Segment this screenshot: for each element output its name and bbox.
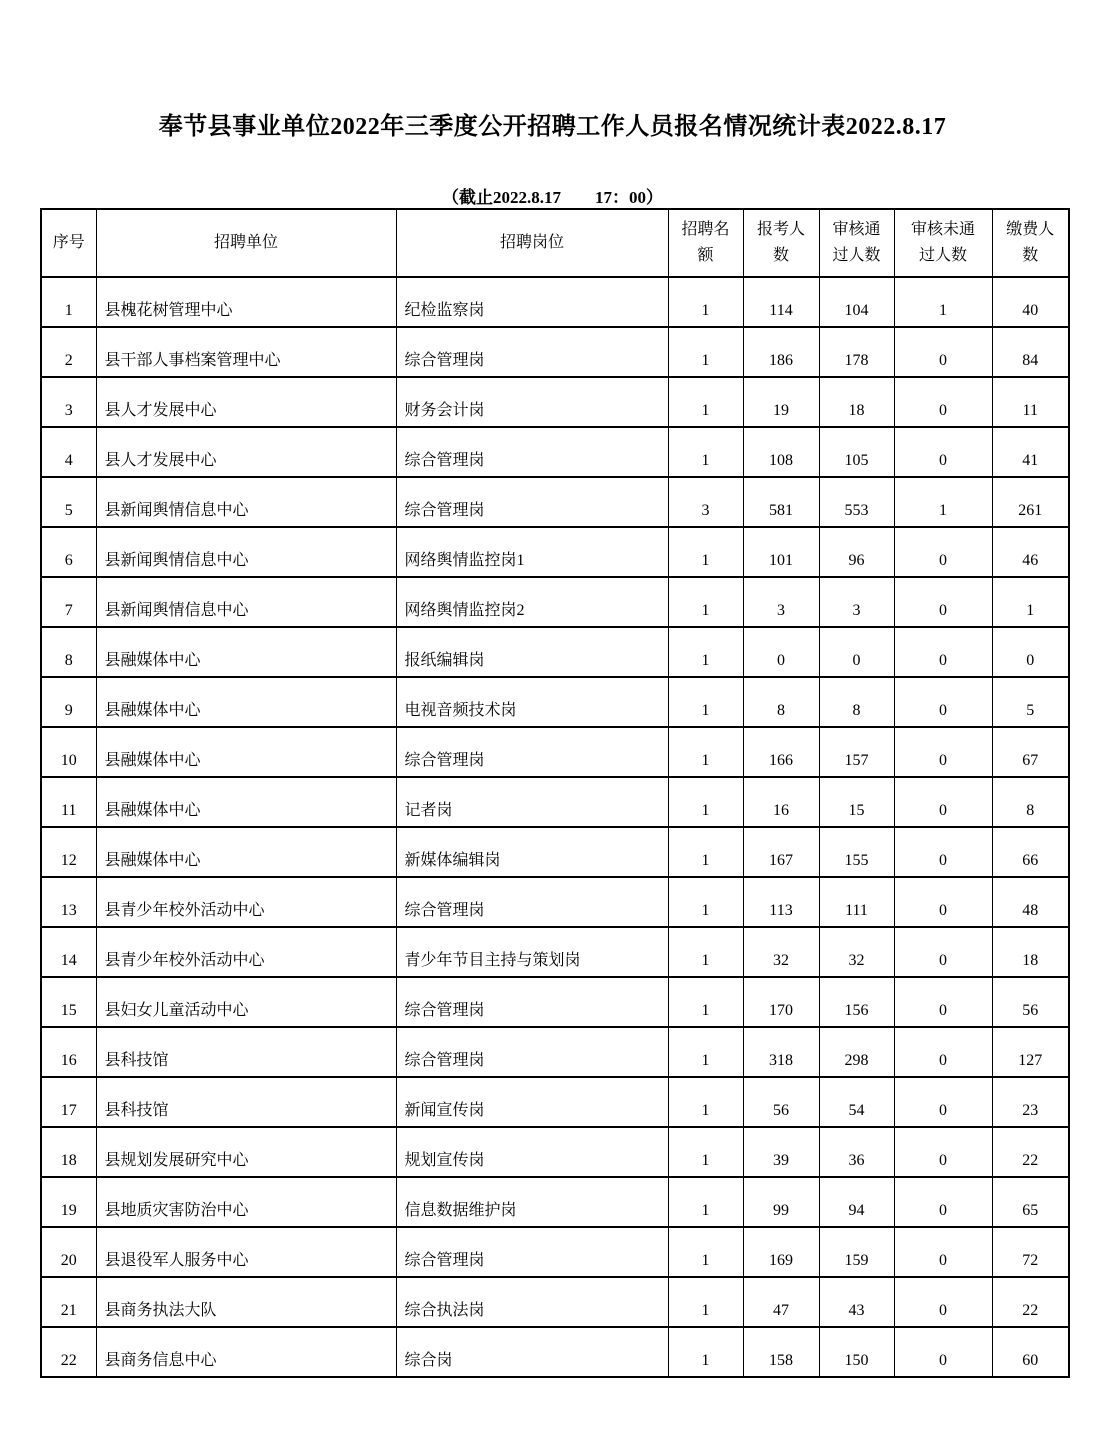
cell-quota: 1 <box>668 1027 743 1077</box>
table-row <box>41 577 1069 627</box>
cell-not-approved: 0 <box>894 827 992 877</box>
table-row <box>41 1227 1069 1277</box>
cell-applicants: 0 <box>743 627 819 677</box>
column-header-1: 招聘单位 <box>96 209 396 277</box>
cell-paid: 48 <box>992 877 1069 927</box>
cell-quota: 3 <box>668 477 743 527</box>
cell-applicants: 99 <box>743 1177 819 1227</box>
cell-unit: 县商务执法大队 <box>96 1277 396 1327</box>
cell-paid: 66 <box>992 827 1069 877</box>
cell-unit: 县科技馆 <box>96 1027 396 1077</box>
cell-paid: 67 <box>992 727 1069 777</box>
cell-paid: 46 <box>992 527 1069 577</box>
cell-unit: 县青少年校外活动中心 <box>96 927 396 977</box>
cell-applicants: 114 <box>743 277 819 327</box>
table-row <box>41 877 1069 927</box>
column-header-0: 序号 <box>41 209 96 277</box>
cell-approved: 96 <box>819 527 894 577</box>
cell-approved: 111 <box>819 877 894 927</box>
cell-quota: 1 <box>668 1077 743 1127</box>
cell-position: 记者岗 <box>396 777 668 827</box>
table-row <box>41 927 1069 977</box>
cell-index: 17 <box>41 1077 96 1127</box>
cell-quota: 1 <box>668 327 743 377</box>
cell-approved: 553 <box>819 477 894 527</box>
cell-applicants: 169 <box>743 1227 819 1277</box>
table-row <box>41 1027 1069 1077</box>
cell-position: 新闻宣传岗 <box>396 1077 668 1127</box>
column-header-7: 缴费人数 <box>992 209 1069 277</box>
cell-unit: 县规划发展研究中心 <box>96 1127 396 1177</box>
cell-quota: 1 <box>668 1227 743 1277</box>
table-row <box>41 627 1069 677</box>
cell-position: 青少年节目主持与策划岗 <box>396 927 668 977</box>
cell-applicants: 167 <box>743 827 819 877</box>
table-row <box>41 1077 1069 1127</box>
cell-approved: 104 <box>819 277 894 327</box>
cell-approved: 298 <box>819 1027 894 1077</box>
cell-position: 信息数据维护岗 <box>396 1177 668 1227</box>
cell-index: 9 <box>41 677 96 727</box>
table-row <box>41 777 1069 827</box>
cell-paid: 22 <box>992 1127 1069 1177</box>
cell-paid: 72 <box>992 1227 1069 1277</box>
cell-unit: 县新闻舆情信息中心 <box>96 477 396 527</box>
cell-position: 电视音频技术岗 <box>396 677 668 727</box>
cell-applicants: 186 <box>743 327 819 377</box>
cell-quota: 1 <box>668 1327 743 1377</box>
cell-unit: 县槐花树管理中心 <box>96 277 396 327</box>
table-row <box>41 1277 1069 1327</box>
cell-paid: 84 <box>992 327 1069 377</box>
table-row <box>41 327 1069 377</box>
cell-approved: 155 <box>819 827 894 877</box>
cell-quota: 1 <box>668 977 743 1027</box>
cell-not-approved: 0 <box>894 1077 992 1127</box>
cell-unit: 县融媒体中心 <box>96 727 396 777</box>
cell-paid: 56 <box>992 977 1069 1027</box>
cell-position: 综合管理岗 <box>396 727 668 777</box>
cell-position: 财务会计岗 <box>396 377 668 427</box>
cell-applicants: 170 <box>743 977 819 1027</box>
cell-index: 19 <box>41 1177 96 1227</box>
cell-index: 6 <box>41 527 96 577</box>
cell-position: 网络舆情监控岗2 <box>396 577 668 627</box>
cell-not-approved: 0 <box>894 877 992 927</box>
recruitment-stats-table <box>40 208 1070 1378</box>
cell-paid: 127 <box>992 1027 1069 1077</box>
cell-not-approved: 0 <box>894 377 992 427</box>
cell-quota: 1 <box>668 1277 743 1327</box>
cell-quota: 1 <box>668 1177 743 1227</box>
cell-paid: 60 <box>992 1327 1069 1377</box>
cell-approved: 18 <box>819 377 894 427</box>
cell-position: 规划宣传岗 <box>396 1127 668 1177</box>
cell-index: 15 <box>41 977 96 1027</box>
cell-applicants: 158 <box>743 1327 819 1377</box>
cell-unit: 县青少年校外活动中心 <box>96 877 396 927</box>
cell-index: 7 <box>41 577 96 627</box>
cell-quota: 1 <box>668 577 743 627</box>
cell-position: 综合岗 <box>396 1327 668 1377</box>
table-row <box>41 977 1069 1027</box>
cell-applicants: 19 <box>743 377 819 427</box>
cell-index: 22 <box>41 1327 96 1377</box>
cell-not-approved: 0 <box>894 1227 992 1277</box>
table-row <box>41 727 1069 777</box>
cell-paid: 0 <box>992 627 1069 677</box>
cell-unit: 县融媒体中心 <box>96 627 396 677</box>
cell-approved: 178 <box>819 327 894 377</box>
cell-not-approved: 0 <box>894 777 992 827</box>
cell-approved: 157 <box>819 727 894 777</box>
table-row <box>41 827 1069 877</box>
cell-unit: 县人才发展中心 <box>96 427 396 477</box>
cell-position: 综合管理岗 <box>396 1027 668 1077</box>
cell-position: 纪检监察岗 <box>396 277 668 327</box>
cell-approved: 156 <box>819 977 894 1027</box>
table-header <box>41 209 1069 277</box>
cell-not-approved: 0 <box>894 327 992 377</box>
cell-position: 综合管理岗 <box>396 1227 668 1277</box>
table-row <box>41 427 1069 477</box>
cell-not-approved: 0 <box>894 1127 992 1177</box>
cell-index: 18 <box>41 1127 96 1177</box>
cell-quota: 1 <box>668 627 743 677</box>
column-header-6: 审核未通过人数 <box>894 209 992 277</box>
cell-unit: 县干部人事档案管理中心 <box>96 327 396 377</box>
table-row <box>41 1327 1069 1377</box>
cell-unit: 县退役军人服务中心 <box>96 1227 396 1277</box>
cell-index: 10 <box>41 727 96 777</box>
table-body <box>41 277 1069 1377</box>
cell-approved: 150 <box>819 1327 894 1377</box>
cell-unit: 县科技馆 <box>96 1077 396 1127</box>
cell-applicants: 166 <box>743 727 819 777</box>
table-row <box>41 377 1069 427</box>
cell-paid: 22 <box>992 1277 1069 1327</box>
cell-index: 2 <box>41 327 96 377</box>
cell-unit: 县妇女儿童活动中心 <box>96 977 396 1027</box>
table-row <box>41 477 1069 527</box>
cell-not-approved: 0 <box>894 1277 992 1327</box>
cell-quota: 1 <box>668 677 743 727</box>
cell-applicants: 8 <box>743 677 819 727</box>
cell-unit: 县人才发展中心 <box>96 377 396 427</box>
cell-index: 5 <box>41 477 96 527</box>
cell-position: 综合管理岗 <box>396 427 668 477</box>
cell-applicants: 113 <box>743 877 819 927</box>
cell-position: 报纸编辑岗 <box>396 627 668 677</box>
cell-unit: 县融媒体中心 <box>96 827 396 877</box>
cell-approved: 8 <box>819 677 894 727</box>
cell-not-approved: 0 <box>894 977 992 1027</box>
cell-quota: 1 <box>668 377 743 427</box>
cell-index: 12 <box>41 827 96 877</box>
cell-applicants: 39 <box>743 1127 819 1177</box>
cell-not-approved: 0 <box>894 677 992 727</box>
cell-index: 14 <box>41 927 96 977</box>
cell-not-approved: 0 <box>894 727 992 777</box>
cell-position: 新媒体编辑岗 <box>396 827 668 877</box>
cell-index: 8 <box>41 627 96 677</box>
cell-position: 网络舆情监控岗1 <box>396 527 668 577</box>
table-row <box>41 677 1069 727</box>
cell-quota: 1 <box>668 427 743 477</box>
cell-not-approved: 0 <box>894 1327 992 1377</box>
cell-position: 综合管理岗 <box>396 327 668 377</box>
cell-approved: 36 <box>819 1127 894 1177</box>
cell-index: 4 <box>41 427 96 477</box>
cell-position: 综合执法岗 <box>396 1277 668 1327</box>
cell-approved: 159 <box>819 1227 894 1277</box>
cell-not-approved: 0 <box>894 427 992 477</box>
cell-not-approved: 0 <box>894 927 992 977</box>
cell-quota: 1 <box>668 877 743 927</box>
cell-applicants: 101 <box>743 527 819 577</box>
cell-applicants: 32 <box>743 927 819 977</box>
cell-approved: 105 <box>819 427 894 477</box>
column-header-4: 报考人数 <box>743 209 819 277</box>
cell-unit: 县融媒体中心 <box>96 777 396 827</box>
cell-quota: 1 <box>668 927 743 977</box>
cell-not-approved: 0 <box>894 577 992 627</box>
cell-applicants: 16 <box>743 777 819 827</box>
cell-paid: 8 <box>992 777 1069 827</box>
cell-position: 综合管理岗 <box>396 977 668 1027</box>
table-row <box>41 1177 1069 1227</box>
cell-paid: 18 <box>992 927 1069 977</box>
cell-approved: 32 <box>819 927 894 977</box>
cell-index: 3 <box>41 377 96 427</box>
cell-quota: 1 <box>668 1127 743 1177</box>
table-header-row <box>41 209 1069 277</box>
cell-quota: 1 <box>668 777 743 827</box>
cell-paid: 11 <box>992 377 1069 427</box>
cell-applicants: 318 <box>743 1027 819 1077</box>
column-header-2: 招聘岗位 <box>396 209 668 277</box>
cell-not-approved: 0 <box>894 1177 992 1227</box>
cell-unit: 县地质灾害防治中心 <box>96 1177 396 1227</box>
cell-not-approved: 0 <box>894 527 992 577</box>
cell-paid: 41 <box>992 427 1069 477</box>
cell-not-approved: 1 <box>894 477 992 527</box>
cell-not-approved: 0 <box>894 1027 992 1077</box>
cell-index: 13 <box>41 877 96 927</box>
cell-approved: 0 <box>819 627 894 677</box>
cell-applicants: 108 <box>743 427 819 477</box>
table-row <box>41 1127 1069 1177</box>
cell-index: 11 <box>41 777 96 827</box>
table-row <box>41 527 1069 577</box>
cell-paid: 261 <box>992 477 1069 527</box>
cell-applicants: 56 <box>743 1077 819 1127</box>
cell-index: 21 <box>41 1277 96 1327</box>
cell-quota: 1 <box>668 727 743 777</box>
cell-paid: 65 <box>992 1177 1069 1227</box>
cell-applicants: 581 <box>743 477 819 527</box>
cell-approved: 15 <box>819 777 894 827</box>
cell-position: 综合管理岗 <box>396 477 668 527</box>
cell-index: 16 <box>41 1027 96 1077</box>
cell-quota: 1 <box>668 527 743 577</box>
column-header-5: 审核通过人数 <box>819 209 894 277</box>
cell-quota: 1 <box>668 827 743 877</box>
table-row <box>41 277 1069 327</box>
cell-approved: 43 <box>819 1277 894 1327</box>
document-subtitle: （截止2022.8.17 17：00） <box>442 188 663 208</box>
cell-index: 20 <box>41 1227 96 1277</box>
cell-applicants: 3 <box>743 577 819 627</box>
cell-paid: 40 <box>992 277 1069 327</box>
cell-approved: 54 <box>819 1077 894 1127</box>
cell-unit: 县融媒体中心 <box>96 677 396 727</box>
cell-applicants: 47 <box>743 1277 819 1327</box>
cell-quota: 1 <box>668 277 743 327</box>
cell-position: 综合管理岗 <box>396 877 668 927</box>
cell-unit: 县新闻舆情信息中心 <box>96 577 396 627</box>
column-header-3: 招聘名额 <box>668 209 743 277</box>
cell-not-approved: 1 <box>894 277 992 327</box>
cell-unit: 县新闻舆情信息中心 <box>96 527 396 577</box>
cell-approved: 94 <box>819 1177 894 1227</box>
cell-index: 1 <box>41 277 96 327</box>
cell-paid: 1 <box>992 577 1069 627</box>
cell-not-approved: 0 <box>894 627 992 677</box>
cell-unit: 县商务信息中心 <box>96 1327 396 1377</box>
document-title: 奉节县事业单位2022年三季度公开招聘工作人员报名情况统计表2022.8.17 <box>158 114 947 140</box>
cell-paid: 23 <box>992 1077 1069 1127</box>
cell-paid: 5 <box>992 677 1069 727</box>
cell-approved: 3 <box>819 577 894 627</box>
